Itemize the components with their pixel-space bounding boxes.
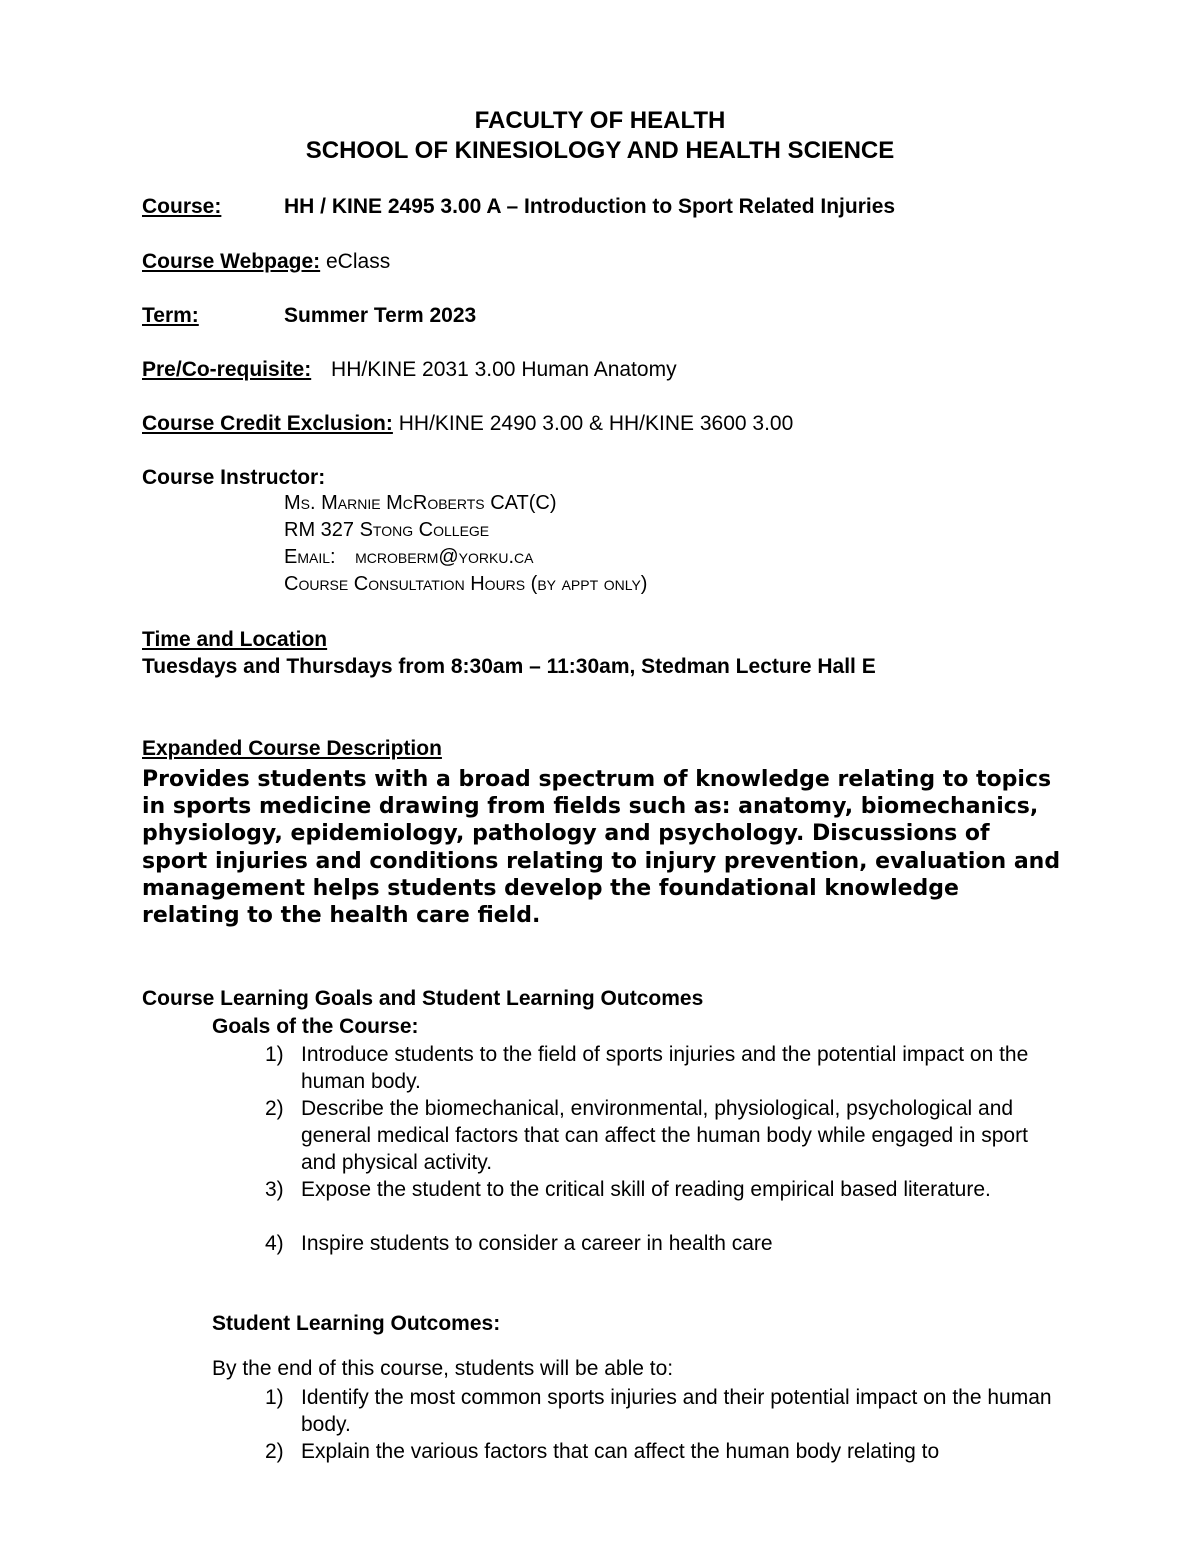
outcome-item: 2) Explain the various factors that can affect the human body relating to (265, 1440, 940, 1463)
term-value: Summer Term 2023 (284, 304, 477, 327)
goals-subheading: Goals of the Course: (212, 1015, 419, 1038)
exclusion-value: HH/KINE 2490 3.00 & HH/KINE 3600 3.00 (398, 412, 794, 435)
goals-heading: Course Learning Goals and Student Learning Outcomes (142, 987, 704, 1010)
description-text: Provides students with a broad spectrum of knowledge relating to topics in sports medicine drawing from fields such as: anatomy, biomechanics, physiology, epidemiology, pathology and psychology. Discussions of sport injuries and conditions relating to injury prevention, evaluation and management helps students develop the foundational knowledge relating to the health care field. (142, 767, 1061, 929)
prereq-row (142, 358, 677, 382)
instructor-email-row (284, 546, 533, 569)
instructor-room: RM 327 Stong College (284, 519, 490, 541)
instructor-label: Course Instructor: (142, 466, 326, 489)
webpage-row (142, 250, 390, 274)
outcomes-intro: By the end of this course, students will be able to: (212, 1357, 674, 1380)
outcome-item: 1) Identify the most common sports injuries and their potential impact on the human body. (265, 1386, 1052, 1436)
course-label: Course: (142, 195, 222, 218)
webpage-label: Course Webpage: (142, 250, 321, 273)
course-value: HH / KINE 2495 3.00 A – Introduction to Sport Related Injuries (284, 195, 896, 218)
exclusion-row (142, 412, 793, 436)
faculty-title: FACULTY OF HEALTH (474, 107, 726, 134)
instructor-name: Ms. Marnie McRoberts CAT(C) (284, 492, 557, 514)
goal-item: 1) Introduce students to the field of sports injuries and the potential impact on the human body. (265, 1043, 1029, 1093)
goal-item: 3) Expose the student to the critical skill of reading empirical based literature. (265, 1178, 991, 1201)
prereq-value: HH/KINE 2031 3.00 Human Anatomy (331, 358, 677, 381)
email-label: Email: (284, 546, 336, 568)
time-location-value: Tuesdays and Thursdays from 8:30am – 11:30am, Stedman Lecture Hall E (142, 655, 876, 678)
school-title: SCHOOL OF KINESIOLOGY AND HEALTH SCIENCE (305, 137, 895, 164)
goal-item: 4) Inspire students to consider a career in health care (265, 1232, 773, 1255)
email-link[interactable]: mcroberm@yorku.ca (355, 546, 534, 568)
consultation-hours: Course Consultation Hours (by appt only) (284, 573, 648, 595)
prereq-label: Pre/Co-requisite: (142, 358, 312, 381)
goal-item: 2) Describe the biomechanical, environmental, physiological, psychological and general medical factors that can affect the human body while engaged in sport and physical activity. (265, 1097, 1028, 1174)
description-label: Expanded Course Description (142, 737, 442, 760)
outcomes-heading: Student Learning Outcomes: (212, 1312, 501, 1335)
webpage-value: eClass (326, 250, 391, 273)
term-label: Term: (142, 304, 199, 327)
time-location-label: Time and Location (142, 628, 328, 651)
exclusion-label: Course Credit Exclusion: (142, 412, 393, 435)
